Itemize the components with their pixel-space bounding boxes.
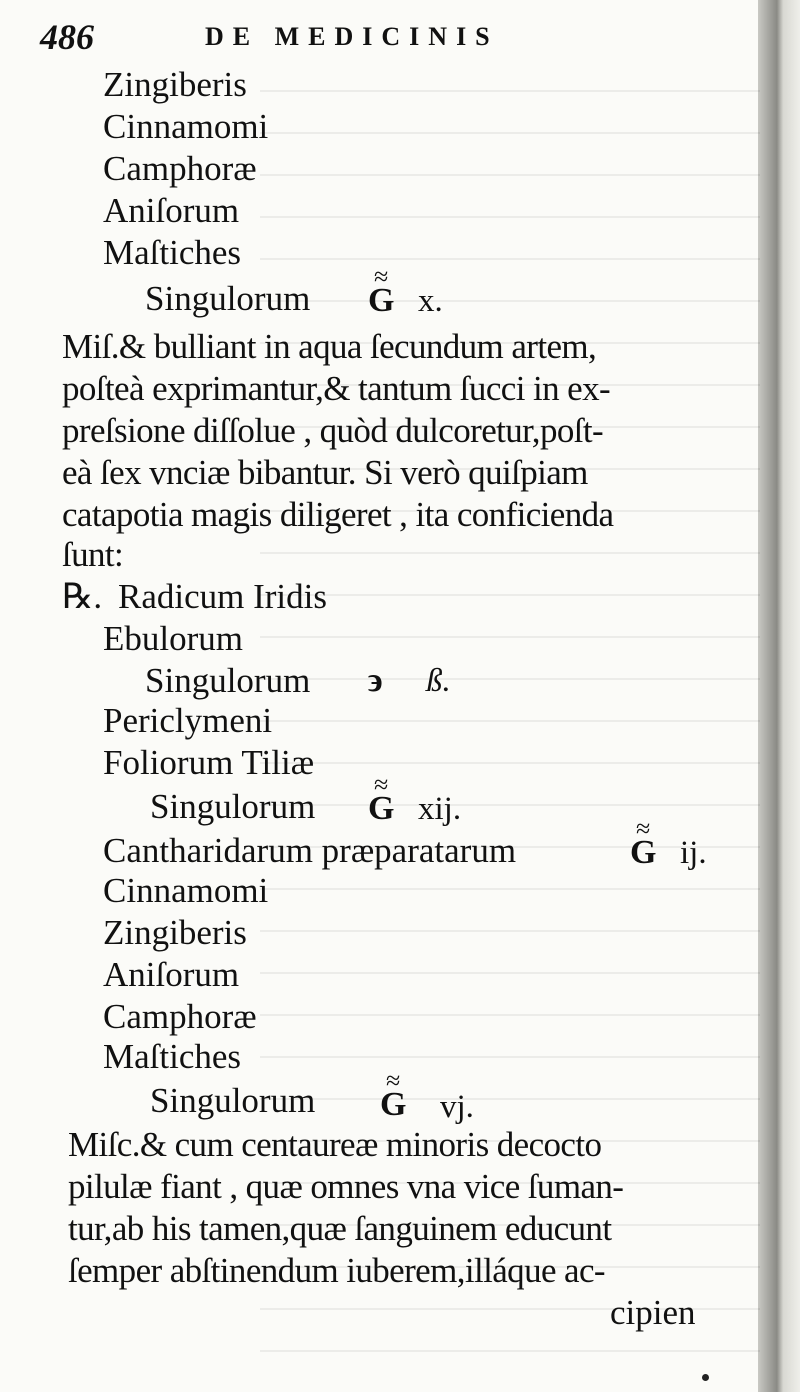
text-line: Miſc.& cum centaureæ minoris decocto <box>68 1125 602 1164</box>
dose-quantity: xij. <box>418 791 462 827</box>
ingredient-line: Cinnamomi <box>103 871 269 910</box>
text-line: ſemper abſtinendum iuberem,illáque ac- <box>68 1251 605 1290</box>
dose-quantity: ß. <box>426 663 451 699</box>
ingredient-line: Cantharidarum præparatarum <box>103 831 517 870</box>
dose-label: Singulorum <box>145 279 311 318</box>
ingredient-line: Periclymeni <box>103 701 273 740</box>
page-number: 486 <box>40 17 94 57</box>
ingredient-line: Radicum Iridis <box>118 577 327 616</box>
text-line: ſunt: <box>62 535 124 574</box>
apothecary-scruple-symbol: ϶ <box>368 662 383 699</box>
apothecary-dram-symbol: ≈ G <box>380 1084 406 1126</box>
text-line: preſsione diſſolue , quòd dulcoretur,poſt- <box>62 411 604 450</box>
rx-mark: ℞. <box>62 577 103 616</box>
dose-quantity: ij. <box>680 835 707 871</box>
text-line: Miſ.& bulliant in aqua ſecundum artem, <box>62 327 597 366</box>
ink-speck <box>702 1374 709 1381</box>
ingredient-line: Maſtiches <box>103 1037 242 1076</box>
ingredient-line: Aniſorum <box>103 191 240 230</box>
ingredient-line: Camphoræ <box>103 997 257 1036</box>
text-line: eà ſex vnciæ bibantur. Si verò quiſpiam <box>62 453 588 492</box>
ingredient-line: Foliorum Tiliæ <box>103 743 315 782</box>
page-gutter-edge <box>758 0 800 1392</box>
ingredient-line: Zingiberis <box>103 65 247 104</box>
ingredient-line: Zingiberis <box>103 913 247 952</box>
ingredient-line: Cinnamomi <box>103 107 269 146</box>
dose-quantity: vj. <box>440 1089 474 1125</box>
text-line: catapotia magis diligeret , ita conficienda <box>62 495 614 534</box>
ingredient-line: Ebulorum <box>103 619 243 658</box>
ingredient-line: Aniſorum <box>103 955 240 994</box>
apothecary-dram-symbol: ≈ G <box>368 280 394 322</box>
ingredient-line: Camphoræ <box>103 149 257 188</box>
dose-label: Singulorum <box>150 787 316 826</box>
apothecary-dram-symbol: ≈ G <box>368 788 394 830</box>
dose-quantity: x. <box>418 283 443 319</box>
ingredient-line: Maſtiches <box>103 233 242 272</box>
text-line: tur,ab his tamen,quæ ſanguinem educunt <box>68 1209 612 1248</box>
text-line: poſteà exprimantur,& tantum ſucci in ex- <box>62 369 611 408</box>
dose-label: Singulorum <box>145 661 311 700</box>
apothecary-dram-symbol: ≈ G <box>630 832 656 874</box>
running-head: DE MEDICINIS <box>205 22 499 51</box>
page-header <box>40 16 600 60</box>
text-line: pilulæ fiant , quæ omnes vna vice ſuman- <box>68 1167 624 1206</box>
dose-label: Singulorum <box>150 1081 316 1120</box>
catchword: cipien <box>610 1293 696 1332</box>
